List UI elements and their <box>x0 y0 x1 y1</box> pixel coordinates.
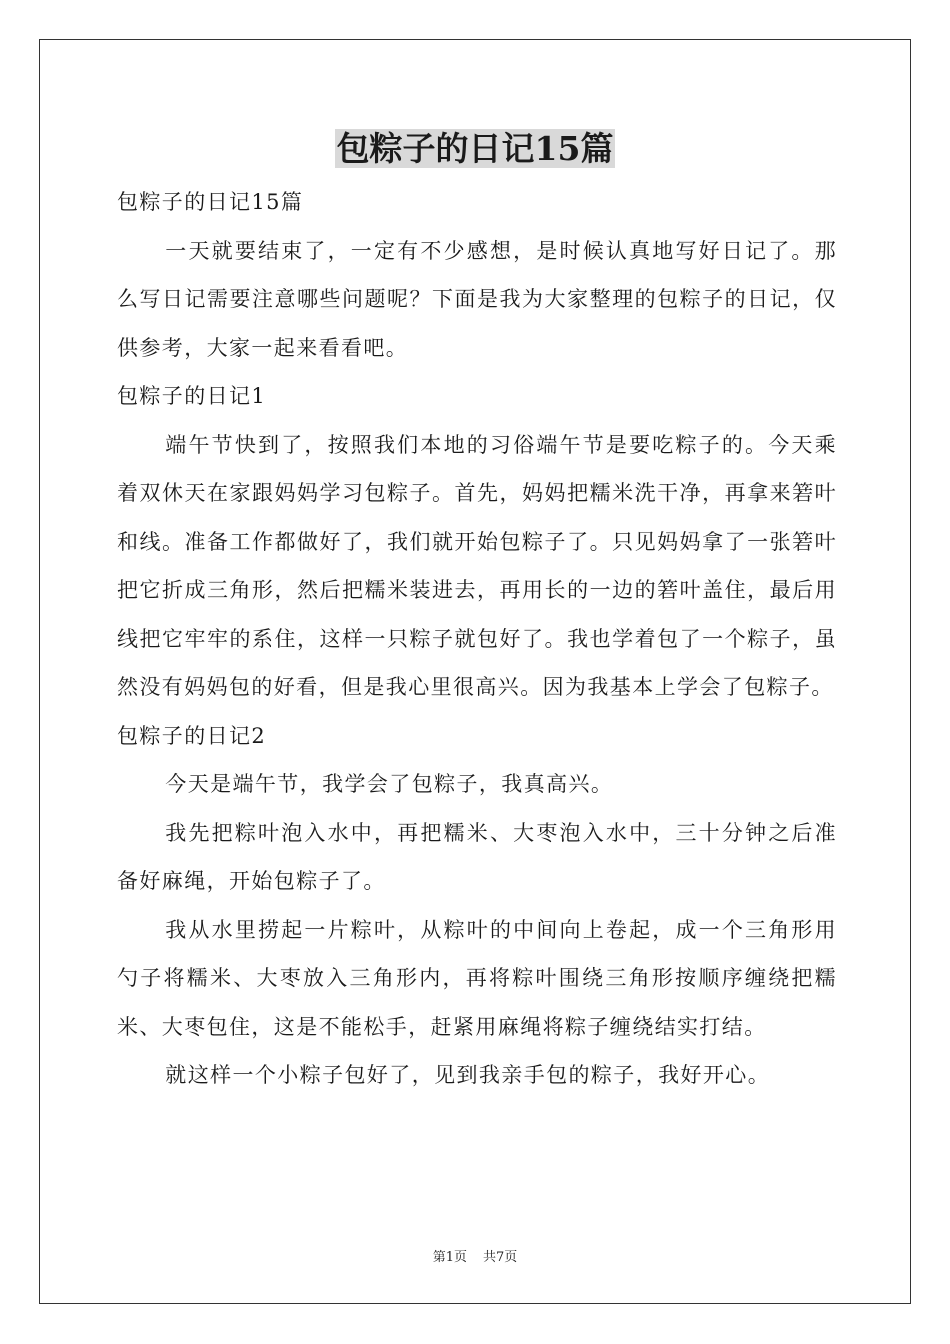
entry-paragraph: 我先把粽叶泡入水中，再把糯米、大枣泡入水中，三十分钟之后准备好麻绳，开始包粽子了。 <box>117 820 837 893</box>
intro-paragraph: 一天就要结束了，一定有不少感想，是时候认真地写好日记了。那么写日记需要注意哪些问题呢？下面是我为大家整理的包粽子的日记，仅供参考，大家一起来看看吧。 <box>117 238 837 360</box>
entry-heading: 包粽子的日记1 <box>117 384 267 408</box>
page-footer <box>0 1246 950 1265</box>
entry-paragraph: 今天是端午节，我学会了包粽子，我真高兴。 <box>165 772 614 796</box>
entry-paragraph: 端午节快到了，按照我们本地的习俗端午节是要吃粽子的。今天乘着双休天在家跟妈妈学习包粽子。首先，妈妈把糯米洗干净，再拿来箬叶和线。准备工作都做好了，我们就开始包粽子了。只见妈妈拿了一张箬叶把它折成三角形，然后把糯米装进去，再用长的一边的箬叶盖住，最后用线把它牢牢的系住，这样一只粽子就包好了。我也学着包了一个粽子，虽然没有妈妈包的好看，但是我心里很高兴。因为我基本上学会了包粽子。 <box>117 432 837 699</box>
document-title-text: 包粽子的日记15篇 <box>336 129 614 168</box>
document-title <box>0 127 950 171</box>
diary-entry-2 <box>117 712 837 1100</box>
entry-paragraph: 就这样一个小粽子包好了，见到我亲手包的粽子，我好开心。 <box>165 1063 771 1087</box>
entry-paragraph: 我从水里捞起一片粽叶，从粽叶的中间向上卷起，成一个三角形用勺子将糯米、大枣放入三角形内，再将粽叶围绕三角形按顺序缠绕把糯米、大枣包住，这是不能松手，赶紧用麻绳将粽子缠绕结实打结。 <box>117 917 837 1039</box>
document-subtitle: 包粽子的日记15篇 <box>117 190 304 214</box>
page-total: 共7页 <box>483 1250 518 1265</box>
page-number: 第1页 <box>432 1250 467 1265</box>
entry-heading: 包粽子的日记2 <box>117 723 267 748</box>
diary-entry-1 <box>117 372 837 712</box>
document-body <box>117 178 837 1100</box>
